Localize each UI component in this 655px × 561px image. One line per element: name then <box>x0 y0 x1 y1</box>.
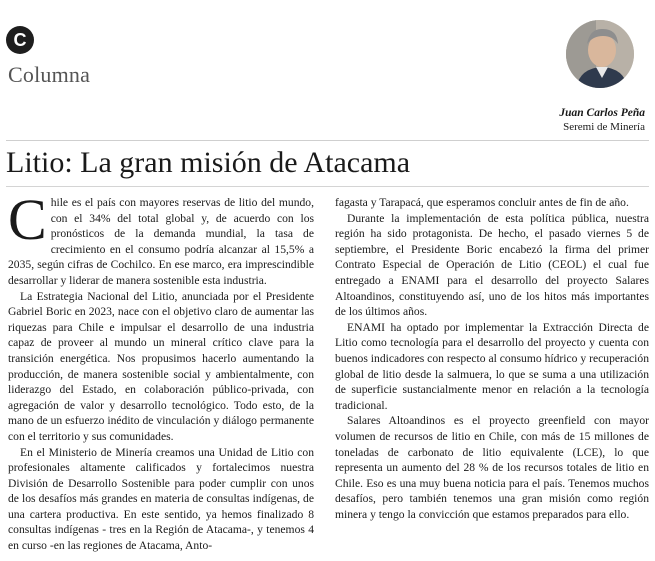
article-column-1 <box>8 187 314 554</box>
author-byline <box>559 107 645 133</box>
article-paragraph: ENAMI ha optado por implementar la Extracción Directa de Litio como tecnología para el desarrollo del proyecto y cuenta con buenos indicadores con respecto al consumo hídrico y recuperación global de litio desde la salmuera, lo que se suma a una utilización de superficie sustancialmente menor en relación a la tecnología tradicional. <box>335 320 649 412</box>
section-label: Columna <box>8 62 91 87</box>
article-paragraph: Salares Altoandinos es el proyecto greenfield con mayor volumen de recursos de litio en Chile, con más de 15 millones de toneladas de carbonato de litio equivalente (LCE), lo que representa un aumento del 28 % de los recursos totales de litio en Chile. Eso es una muy buena noticia para el país. Tenemos muchos desafíos, pero también tenemos una gran misión como región minera y tengo la convicción que estamos preparados para ello. <box>335 414 649 521</box>
article-paragraph: fagasta y Tarapacá, que esperamos concluir antes de fin de año. <box>335 196 629 209</box>
article-paragraph: Durante la implementación de esta política pública, nuestra región ha sido protagonista. De hecho, el pasado viernes 5 de septiembre, el Presidente Boric encabezó la firma del primer Contrato Especial de Operación de Litio (CEOL) el cual fue entregado a ENAMI para el desarrollo del proyecto Salares Altoandinos, constituyendo así, uno de los hitos más importantes de los últimos años. <box>335 211 649 319</box>
author-portrait-icon <box>566 20 634 88</box>
article-paragraph: En el Ministerio de Minería creamos una Unidad de Litio con profesionales altamente calificados y fortalecimos nuestra División de Desarrollo Sostenible para poder cumplir con unos de los desafíos más grandes en materia de consultas indígenas, de una cartera productiva. En este sentido, ya hemos finalizado 8 consultas indígenas - tres en la Región de Atacama-, y tenemos 4 en curso -en las regiones de Atacama, Anto- <box>8 445 314 553</box>
article-paragraph <box>8 187 314 289</box>
author-portrait-graphic <box>566 20 634 88</box>
article-headline: Litio: La gran misión de Atacama <box>6 146 411 179</box>
top-divider <box>6 140 649 141</box>
author-name: Juan Carlos Peña <box>559 107 645 119</box>
article-column-2 <box>335 195 649 522</box>
headline-divider <box>6 186 649 187</box>
article-paragraph: La Estrategia Nacional del Litio, anunciada por el Presidente Gabriel Boric en 2023, nace con el objetivo claro de aumentar las riquezas para Chile e impulsar el desarrollo de una industria capaz de proveer al mundo un mineral crítico clave para la transición energética. Nos propusimos hacerlo aumentando la producción, de manera sostenible social y ambientalmente, con liderazgo del Estado, en colaboración público-privada, con agregación de valor y desarrollo tecnológico. Todo esto, de la mano de un esfuerzo inédito de vinculación y diálogo permanente con el territorio y sus comunidades. <box>8 289 314 443</box>
paragraph-text: hile es el país con mayores reservas de litio del mundo, con el 34% del total global y, de acuerdo con los pronósticos de la demanda mundial, la tasa de crecimiento en el consumo podría alcanzar al 15,5% a 2035, según cifras de Cochilco. En ese marco, era imprescindible desarrollar y liderar de manera sostenible esta industria. <box>8 196 314 287</box>
column-badge: C <box>6 26 34 54</box>
author-role: Seremi de Minería <box>563 121 645 133</box>
drop-cap: C <box>8 187 47 252</box>
